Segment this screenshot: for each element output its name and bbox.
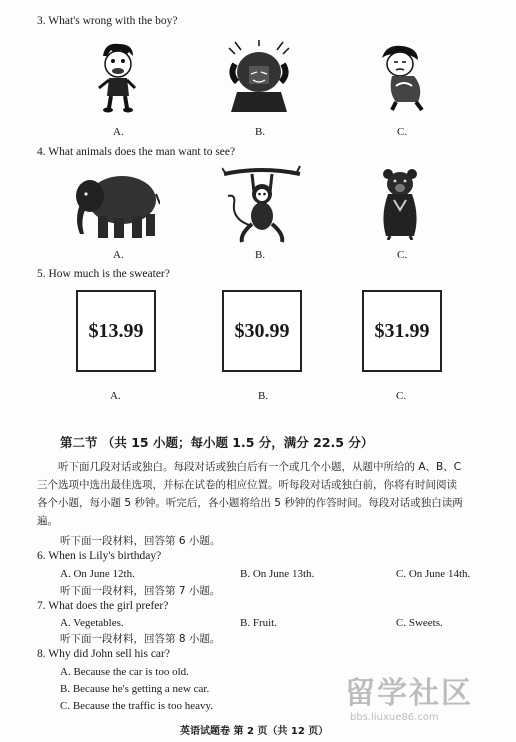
monkey-icon — [222, 164, 302, 244]
stomachache-boy-icon — [378, 44, 430, 112]
q4-text: 4. What animals does the man want to see? — [37, 146, 236, 158]
section-heading: 第二节 （共 15 小题；每小题 1.5 分，满分 22.5 分） — [60, 435, 374, 450]
headache-boy-icon — [225, 40, 293, 112]
q7-option-c: C. Sweets. — [396, 617, 443, 629]
lead-q6: 听下面一段材料，回答第 6 小题。 — [60, 535, 221, 547]
price-box-c: $31.99 — [362, 290, 442, 372]
lead-q7: 听下面一段材料，回答第 7 小题。 — [60, 585, 221, 597]
q7-option-b: B. Fruit. — [240, 617, 277, 629]
q8-option-c: C. Because the traffic is too heavy. — [60, 700, 214, 712]
q3-option-b: B. — [255, 126, 266, 138]
q5-option-a: A. — [110, 390, 121, 402]
q7-text: 7. What does the girl prefer? — [37, 600, 169, 612]
price-box-b: $30.99 — [222, 290, 302, 372]
q6-option-b: B. On June 13th. — [240, 568, 315, 580]
watermark-logo: 留学社区 — [345, 676, 473, 711]
q8-option-a: A. Because the car is too old. — [60, 666, 189, 678]
q3-text: 3. What's wrong with the boy? — [37, 15, 178, 27]
q6-text: 6. When is Lily's birthday? — [37, 550, 162, 562]
q3-option-a: A. — [113, 126, 124, 138]
bear-icon — [378, 166, 422, 240]
q5-text: 5. How much is the sweater? — [37, 268, 170, 280]
q7-option-a: A. Vegetables. — [60, 617, 124, 629]
q3-option-c: C. — [397, 126, 408, 138]
q5-option-b: B. — [258, 390, 269, 402]
q5-option-c: C. — [396, 390, 407, 402]
instruction-line-1: 听下面几段对话或独白。每段对话或独白后有一个或几个小题，从题中所给的 A、B、C — [58, 461, 462, 473]
q4-option-b: B. — [255, 249, 266, 261]
elephant-icon — [72, 168, 160, 242]
instruction-line-2: 三个选项中选出最佳选项，并标在试卷的相应位置。听每段对话或独白前，你将有时间阅读 — [37, 479, 457, 491]
q4-option-a: A. — [113, 249, 124, 261]
sick-boy-icon — [95, 42, 141, 114]
watermark-url: bbs.liuxue86.com — [350, 712, 439, 723]
q8-text: 8. Why did John sell his car? — [37, 648, 170, 660]
page-footer: 英语试题卷 第 2 页（共 12 页） — [180, 726, 329, 737]
q6-option-a: A. On June 12th. — [60, 568, 135, 580]
q8-option-b: B. Because he's getting a new car. — [60, 683, 210, 695]
lead-q8: 听下面一段材料，回答第 8 小题。 — [60, 633, 221, 645]
instruction-line-3: 各个小题，每小题 5 秒钟。听完后，各小题将给出 5 秒钟的作答时间。每段对话或独白读两 — [37, 497, 463, 509]
instruction-line-4: 遍。 — [37, 515, 58, 527]
price-box-a: $13.99 — [76, 290, 156, 372]
q6-option-c: C. On June 14th. — [396, 568, 471, 580]
q4-option-c: C. — [397, 249, 408, 261]
